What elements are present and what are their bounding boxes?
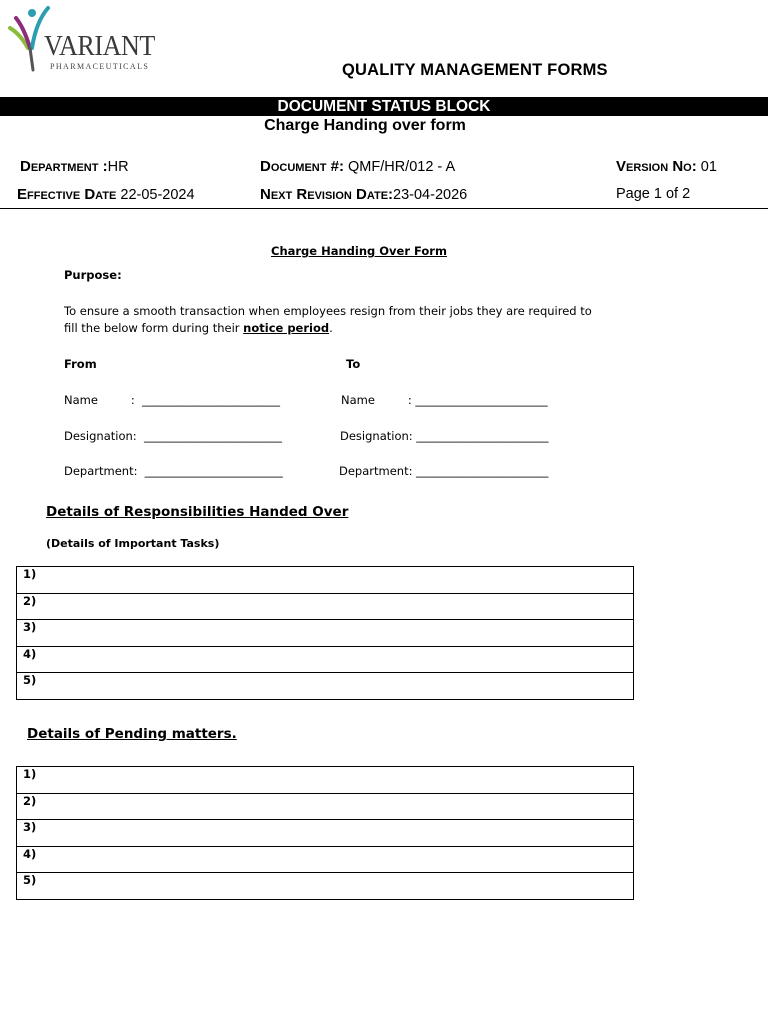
purpose-text-start: fill the below form during their	[64, 321, 244, 335]
version-label: Version No:	[616, 158, 697, 175]
next-revision-label: Next Revision Date:	[260, 186, 394, 203]
table-row[interactable]	[17, 593, 634, 620]
purpose-text-line2	[64, 321, 333, 335]
responsibilities-table	[16, 566, 634, 700]
department-label: Department :	[20, 158, 108, 175]
row-number[interactable]: 4)	[17, 846, 634, 873]
row-number[interactable]: 5)	[17, 873, 634, 900]
from-department-field[interactable]: Department: ________________________	[64, 464, 283, 478]
department-meta	[20, 158, 129, 175]
logo-wordmark: VARIANT	[44, 30, 155, 62]
table-row[interactable]	[17, 673, 634, 700]
document-status-block: DOCUMENT STATUS BLOCK	[0, 97, 768, 116]
from-designation-field[interactable]: Designation: ________________________	[64, 429, 282, 443]
version-value: 01	[696, 159, 717, 175]
table-row[interactable]	[17, 793, 634, 820]
table-row[interactable]	[17, 767, 634, 794]
document-number-meta	[260, 158, 455, 175]
row-number[interactable]: 1)	[17, 567, 634, 594]
pending-table	[16, 766, 634, 900]
purpose-text-line1: To ensure a smooth transaction when employees resign from their jobs they are required to	[64, 304, 592, 318]
to-designation-field[interactable]: Designation: _______________________	[340, 429, 549, 443]
header-divider	[0, 208, 768, 209]
document-number-label: Document #:	[260, 158, 344, 175]
company-logo	[6, 4, 155, 74]
effective-date-meta	[17, 186, 195, 203]
from-label: From	[64, 357, 97, 371]
table-row[interactable]	[17, 646, 634, 673]
to-name-field[interactable]: Name : _______________________	[341, 393, 548, 407]
form-title: Charge Handing over form	[264, 117, 466, 134]
purpose-text-end: .	[329, 321, 333, 335]
table-row[interactable]	[17, 567, 634, 594]
row-number[interactable]: 1)	[17, 767, 634, 794]
department-value: HR	[107, 159, 129, 175]
next-revision-value: 23-04-2026	[393, 187, 468, 203]
from-name-field[interactable]: Name : ________________________	[64, 393, 281, 407]
document-number-value: QMF/HR/012 - A	[343, 159, 456, 175]
row-number[interactable]: 3)	[17, 820, 634, 847]
row-number[interactable]: 2)	[17, 593, 634, 620]
next-revision-meta	[260, 186, 467, 203]
responsibilities-subtitle: (Details of Important Tasks)	[46, 537, 220, 550]
effective-date-label: Effective Date	[17, 186, 117, 203]
table-row[interactable]	[17, 820, 634, 847]
table-row[interactable]	[17, 846, 634, 873]
row-number[interactable]: 4)	[17, 646, 634, 673]
row-number[interactable]: 2)	[17, 793, 634, 820]
row-number[interactable]: 5)	[17, 673, 634, 700]
purpose-label: Purpose:	[64, 268, 122, 282]
form-heading: Charge Handing Over Form	[271, 244, 447, 258]
qmf-title: QUALITY MANAGEMENT FORMS	[342, 61, 608, 79]
row-number[interactable]: 3)	[17, 620, 634, 647]
to-label: To	[346, 357, 361, 371]
page-info: Page 1 of 2	[616, 186, 691, 202]
table-row[interactable]	[17, 620, 634, 647]
notice-period-text: notice period	[243, 321, 330, 335]
table-row[interactable]	[17, 873, 634, 900]
pending-title: Details of Pending matters.	[27, 726, 237, 742]
logo-subtitle: PHARMACEUTICALS	[50, 62, 150, 71]
effective-date-value: 22-05-2024	[116, 187, 195, 203]
to-department-field[interactable]: Department: _______________________	[339, 464, 549, 478]
responsibilities-title: Details of Responsibilities Handed Over	[46, 504, 349, 520]
version-meta	[616, 158, 717, 175]
